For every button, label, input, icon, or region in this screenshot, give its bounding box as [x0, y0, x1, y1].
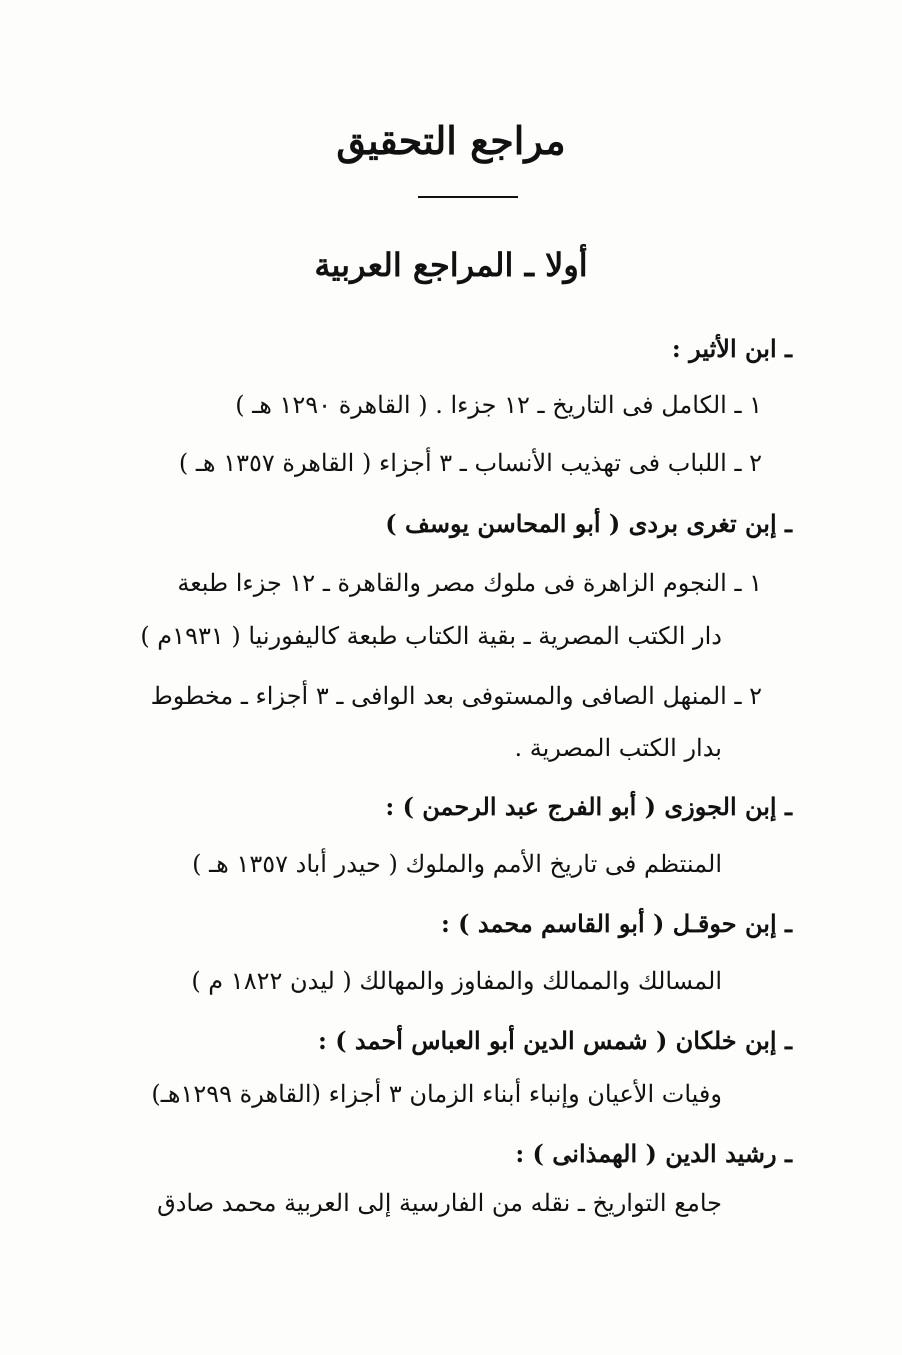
reference-line: دار الكتب المصرية ـ بقية الكتاب طبعة كاليفورنيا ( ١٩٣١م ): [140, 622, 722, 650]
reference-line: ٢ ـ المنهل الصافى والمستوفى بعد الوافى ـ ٣ أجزاء ـ مخطوط: [150, 682, 762, 710]
author-ibn-taghri-birdi: ـ إبن تغرى بردى ( أبو المحاسن يوسف ): [385, 509, 792, 538]
reference-line: جامع التواريخ ـ نقله من الفارسية إلى العربية محمد صادق: [157, 1189, 722, 1217]
reference-line: بدار الكتب المصرية .: [514, 734, 722, 762]
reference-line: المسالك والممالك والمفاوز والمهالك ( ليدن ١٨٢٢ م ): [191, 967, 722, 995]
reference-line: ١ ـ الكامل فى التاريخ ـ ١٢ جزءا . ( القاهرة ١٢٩٠ هـ ): [235, 391, 762, 419]
title-divider: [418, 196, 518, 198]
author-ibn-khallikan: ـ إبن خلكان ( شمس الدين أبو العباس أحمد ) :: [318, 1026, 792, 1055]
author-ibn-al-athir: ـ ابن الأثير :: [671, 334, 792, 363]
author-rashid-al-din: ـ رشيد الدين ( الهمذانى ) :: [515, 1139, 792, 1168]
page-title: مراجع التحقيق: [336, 118, 566, 163]
reference-line: ١ ـ النجوم الزاهرة فى ملوك مصر والقاهرة ـ ١٢ جزءا طبعة: [177, 569, 762, 597]
reference-line: ٢ ـ اللباب فى تهذيب الأنساب ـ ٣ أجزاء ( القاهرة ١٣٥٧ هـ ): [178, 449, 762, 477]
reference-line: وفيات الأعيان وإنباء أبناء الزمان ٣ أجزاء (القاهرة ١٢٩٩هـ): [151, 1080, 722, 1108]
author-ibn-al-jawzi: ـ إبن الجوزى ( أبو الفرج عبد الرحمن ) :: [385, 792, 792, 821]
section-title: أولا ـ المراجع العربية: [314, 246, 588, 284]
reference-line: المنتظم فى تاريخ الأمم والملوك ( حيدر أباد ١٣٥٧ هـ ): [192, 850, 722, 878]
author-ibn-hawqal: ـ إبن حوقـل ( أبو القاسم محمد ) :: [440, 909, 792, 938]
